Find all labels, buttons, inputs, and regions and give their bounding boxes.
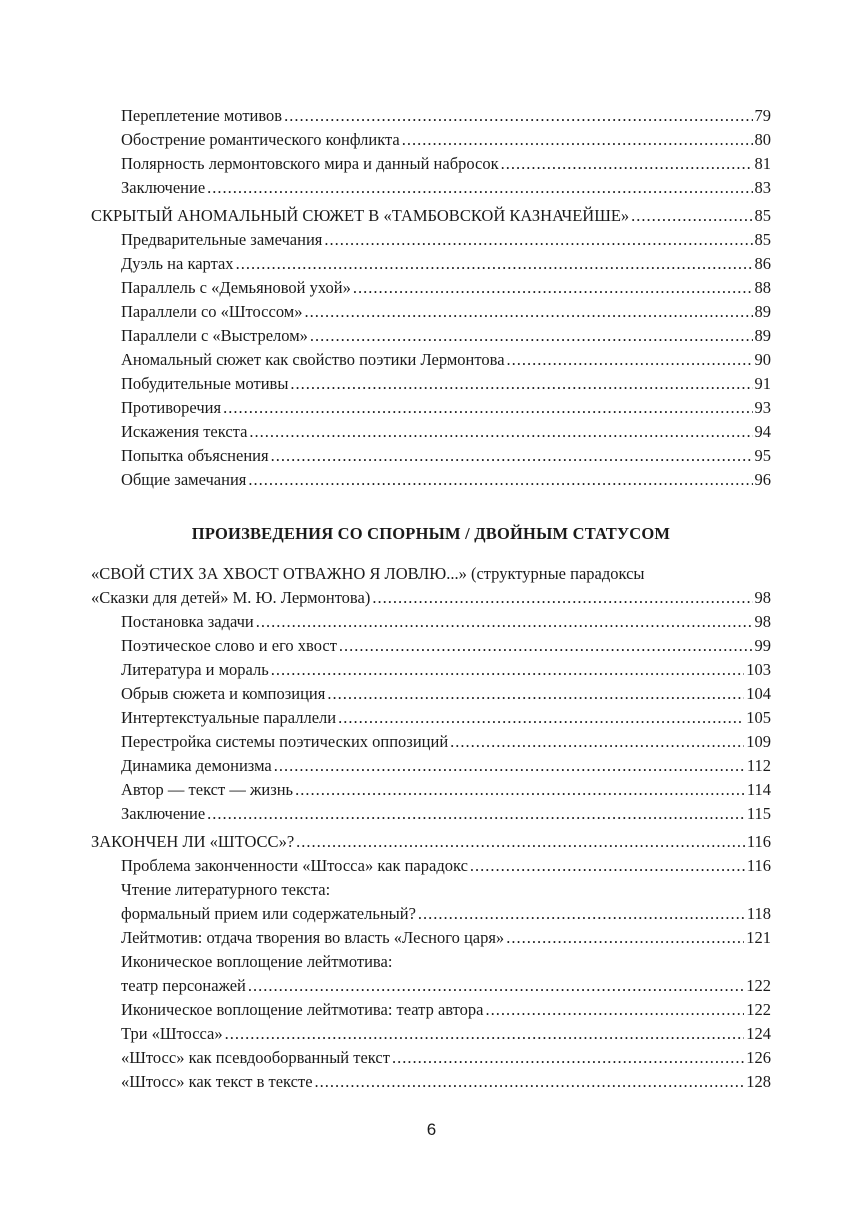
toc-entry-page: 90 — [754, 350, 771, 369]
toc-entry-title: Перестройка системы поэтических оппозиций — [121, 732, 449, 751]
toc-entry-title: театр персонажей — [121, 976, 246, 995]
toc-chapter-title: СКРЫТЫЙ АНОМАЛЬНЫЙ СЮЖЕТ В «ТАМБОВСКОЙ КАЗНАЧЕЙШЕ» — [91, 206, 630, 225]
toc-entry-page: 89 — [754, 302, 771, 321]
toc-entry — [91, 420, 771, 444]
toc-leader-dots — [304, 300, 752, 324]
toc-entry-page: 91 — [754, 374, 771, 393]
toc-entry — [91, 998, 771, 1022]
toc-entry-page: 114 — [746, 780, 771, 799]
toc-entry-page: 88 — [754, 278, 771, 297]
toc-entry — [91, 754, 771, 778]
toc-entry — [91, 104, 771, 128]
toc-entry — [91, 1022, 771, 1046]
toc-entry — [91, 634, 771, 658]
toc-entry — [91, 152, 771, 176]
toc-entry-title: Дуэль на картах — [121, 254, 234, 273]
toc-entry — [91, 176, 771, 200]
toc-chapter-title-line: «СВОЙ СТИХ ЗА ХВОСТ ОТВАЖНО Я ЛОВЛЮ...» (структурные парадоксы — [91, 564, 645, 583]
toc-leader-dots — [418, 902, 745, 926]
toc-entry-page: 104 — [746, 684, 771, 703]
toc-leader-dots — [271, 658, 744, 682]
toc-leader-dots — [236, 252, 753, 276]
toc-entry-title: «Штосс» как текст в тексте — [121, 1072, 313, 1091]
toc-entry — [91, 324, 771, 348]
toc-leader-dots — [353, 276, 753, 300]
toc-entry — [91, 706, 771, 730]
toc-entry — [91, 658, 771, 682]
toc-entry-page: 85 — [754, 206, 771, 225]
toc-entry-title: Параллель с «Демьяновой ухой» — [121, 278, 351, 297]
toc-leader-dots — [506, 926, 744, 950]
toc-entry-page: 98 — [754, 588, 771, 607]
toc-entry — [91, 300, 771, 324]
toc-leader-dots — [631, 204, 752, 228]
toc-entry-page: 116 — [746, 832, 771, 851]
toc-entry-title: Переплетение мотивов — [121, 106, 283, 125]
toc-entry-page: 118 — [746, 904, 771, 923]
section-heading: ПРОИЗВЕДЕНИЯ СО СПОРНЫМ / ДВОЙНЫМ СТАТУСОМ — [191, 524, 671, 543]
toc-entry — [91, 926, 771, 950]
toc-entry — [91, 276, 771, 300]
toc-entry-page: 124 — [746, 1024, 771, 1043]
toc-entry-page: 115 — [746, 804, 771, 823]
page-number: 6 — [426, 1120, 437, 1139]
toc-entry-title: Параллели со «Штоссом» — [121, 302, 303, 321]
toc-entry-page: 126 — [746, 1048, 771, 1067]
toc-entry — [91, 252, 771, 276]
toc-entry-title: Поэтическое слово и его хвост — [121, 636, 337, 655]
toc-leader-dots — [296, 830, 745, 854]
toc-leader-dots — [392, 1046, 744, 1070]
toc-entry-title-line: Иконическое воплощение лейтмотива: — [121, 952, 393, 971]
toc-leader-dots — [450, 730, 744, 754]
table-of-contents — [91, 104, 771, 1094]
toc-chapter-title: ЗАКОНЧЕН ЛИ «ШТОСС»? — [91, 832, 295, 851]
toc-entry-page: 99 — [754, 636, 771, 655]
toc-entry-page: 121 — [746, 928, 771, 947]
toc-entry-title: Общие замечания — [121, 470, 247, 489]
toc-entry — [91, 778, 771, 802]
toc-entry-page: 116 — [746, 856, 771, 875]
toc-entry-title: Интертекстуальные параллели — [121, 708, 337, 727]
toc-entry-page: 86 — [754, 254, 771, 273]
toc-entry — [91, 730, 771, 754]
toc-entry-page: 98 — [754, 612, 771, 631]
toc-chapter-entry — [91, 586, 771, 610]
toc-entry-title: Искажения текста — [121, 422, 248, 441]
toc-entry-title: Постановка задачи — [121, 612, 254, 631]
toc-leader-dots — [402, 128, 753, 152]
toc-leader-dots — [256, 610, 753, 634]
toc-entry — [91, 372, 771, 396]
toc-entry-title: Предварительные замечания — [121, 230, 323, 249]
toc-entry-title: Противоречия — [121, 398, 222, 417]
toc-entry — [91, 1070, 771, 1094]
toc-leader-dots — [372, 586, 752, 610]
toc-entry — [91, 468, 771, 492]
toc-entry-page: 85 — [754, 230, 771, 249]
toc-leader-dots — [248, 468, 752, 492]
toc-leader-dots — [248, 974, 744, 998]
toc-entry — [91, 348, 771, 372]
toc-chapter-entry — [91, 204, 771, 228]
toc-leader-dots — [324, 228, 752, 252]
toc-leader-dots — [339, 634, 753, 658]
toc-leader-dots — [207, 176, 752, 200]
toc-entry-page: 105 — [746, 708, 771, 727]
toc-leader-dots — [284, 104, 752, 128]
toc-entry — [91, 902, 771, 926]
toc-entry-title: Иконическое воплощение лейтмотива: театр автора — [121, 1000, 484, 1019]
toc-entry-title: Обострение романтического конфликта — [121, 130, 400, 149]
toc-entry — [91, 802, 771, 826]
toc-entry-title: формальный прием или содержательный? — [121, 904, 416, 923]
toc-entry-title: Заключение — [121, 804, 206, 823]
toc-entry-page: 95 — [754, 446, 771, 465]
toc-leader-dots — [338, 706, 744, 730]
toc-entry-title-line: Чтение литературного текста: — [121, 880, 331, 899]
toc-entry-page: 80 — [754, 130, 771, 149]
toc-entry-title: Заключение — [121, 178, 206, 197]
toc-entry — [91, 228, 771, 252]
toc-leader-dots — [290, 372, 752, 396]
toc-entry-title: Полярность лермонтовского мира и данный набросок — [121, 154, 499, 173]
toc-leader-dots — [225, 1022, 745, 1046]
toc-entry-page: 103 — [746, 660, 771, 679]
toc-entry-title: Проблема законченности «Штосса» как парадокс — [121, 856, 468, 875]
toc-entry-page: 122 — [746, 976, 771, 995]
toc-leader-dots — [501, 152, 753, 176]
toc-entry-page: 79 — [754, 106, 771, 125]
toc-entry-page: 93 — [754, 398, 771, 417]
toc-entry-page: 109 — [746, 732, 771, 751]
toc-entry-title: Аномальный сюжет как свойство поэтики Лермонтова — [121, 350, 505, 369]
toc-entry — [91, 1046, 771, 1070]
toc-leader-dots — [207, 802, 745, 826]
toc-entry-page: 122 — [746, 1000, 771, 1019]
toc-entry — [91, 854, 771, 878]
toc-entry — [91, 682, 771, 706]
toc-leader-dots — [507, 348, 753, 372]
toc-leader-dots — [295, 778, 745, 802]
toc-entry-title: Побудительные мотивы — [121, 374, 289, 393]
toc-leader-dots — [315, 1070, 745, 1094]
toc-chapter-entry — [91, 830, 771, 854]
toc-leader-dots — [485, 998, 744, 1022]
toc-entry — [91, 444, 771, 468]
toc-chapter-title: «Сказки для детей» М. Ю. Лермонтова) — [91, 588, 371, 607]
toc-entry — [91, 128, 771, 152]
toc-entry-title: «Штосс» как псевдооборванный текст — [121, 1048, 390, 1067]
toc-entry-title: Автор — текст — жизнь — [121, 780, 294, 799]
toc-leader-dots — [271, 444, 753, 468]
toc-leader-dots — [327, 682, 744, 706]
toc-entry — [91, 396, 771, 420]
toc-entry-title: Динамика демонизма — [121, 756, 272, 775]
toc-entry — [91, 610, 771, 634]
toc-entry-page: 81 — [754, 154, 771, 173]
toc-entry-title: Лейтмотив: отдача творения во власть «Лесного царя» — [121, 928, 505, 947]
toc-leader-dots — [310, 324, 753, 348]
toc-entry-title: Обрыв сюжета и композиция — [121, 684, 326, 703]
toc-leader-dots — [249, 420, 752, 444]
toc-leader-dots — [223, 396, 752, 420]
toc-entry-title: Литература и мораль — [121, 660, 269, 679]
toc-entry-page: 83 — [754, 178, 771, 197]
toc-entry-title: Попытка объяснения — [121, 446, 269, 465]
toc-entry — [91, 974, 771, 998]
toc-entry-page: 128 — [746, 1072, 771, 1091]
toc-entry-title: Параллели с «Выстрелом» — [121, 326, 308, 345]
toc-entry-title: Три «Штосса» — [121, 1024, 223, 1043]
toc-leader-dots — [274, 754, 745, 778]
toc-leader-dots — [470, 854, 745, 878]
toc-entry-page: 94 — [754, 422, 771, 441]
toc-entry-page: 96 — [754, 470, 771, 489]
toc-entry-page: 112 — [746, 756, 771, 775]
toc-entry-page: 89 — [754, 326, 771, 345]
